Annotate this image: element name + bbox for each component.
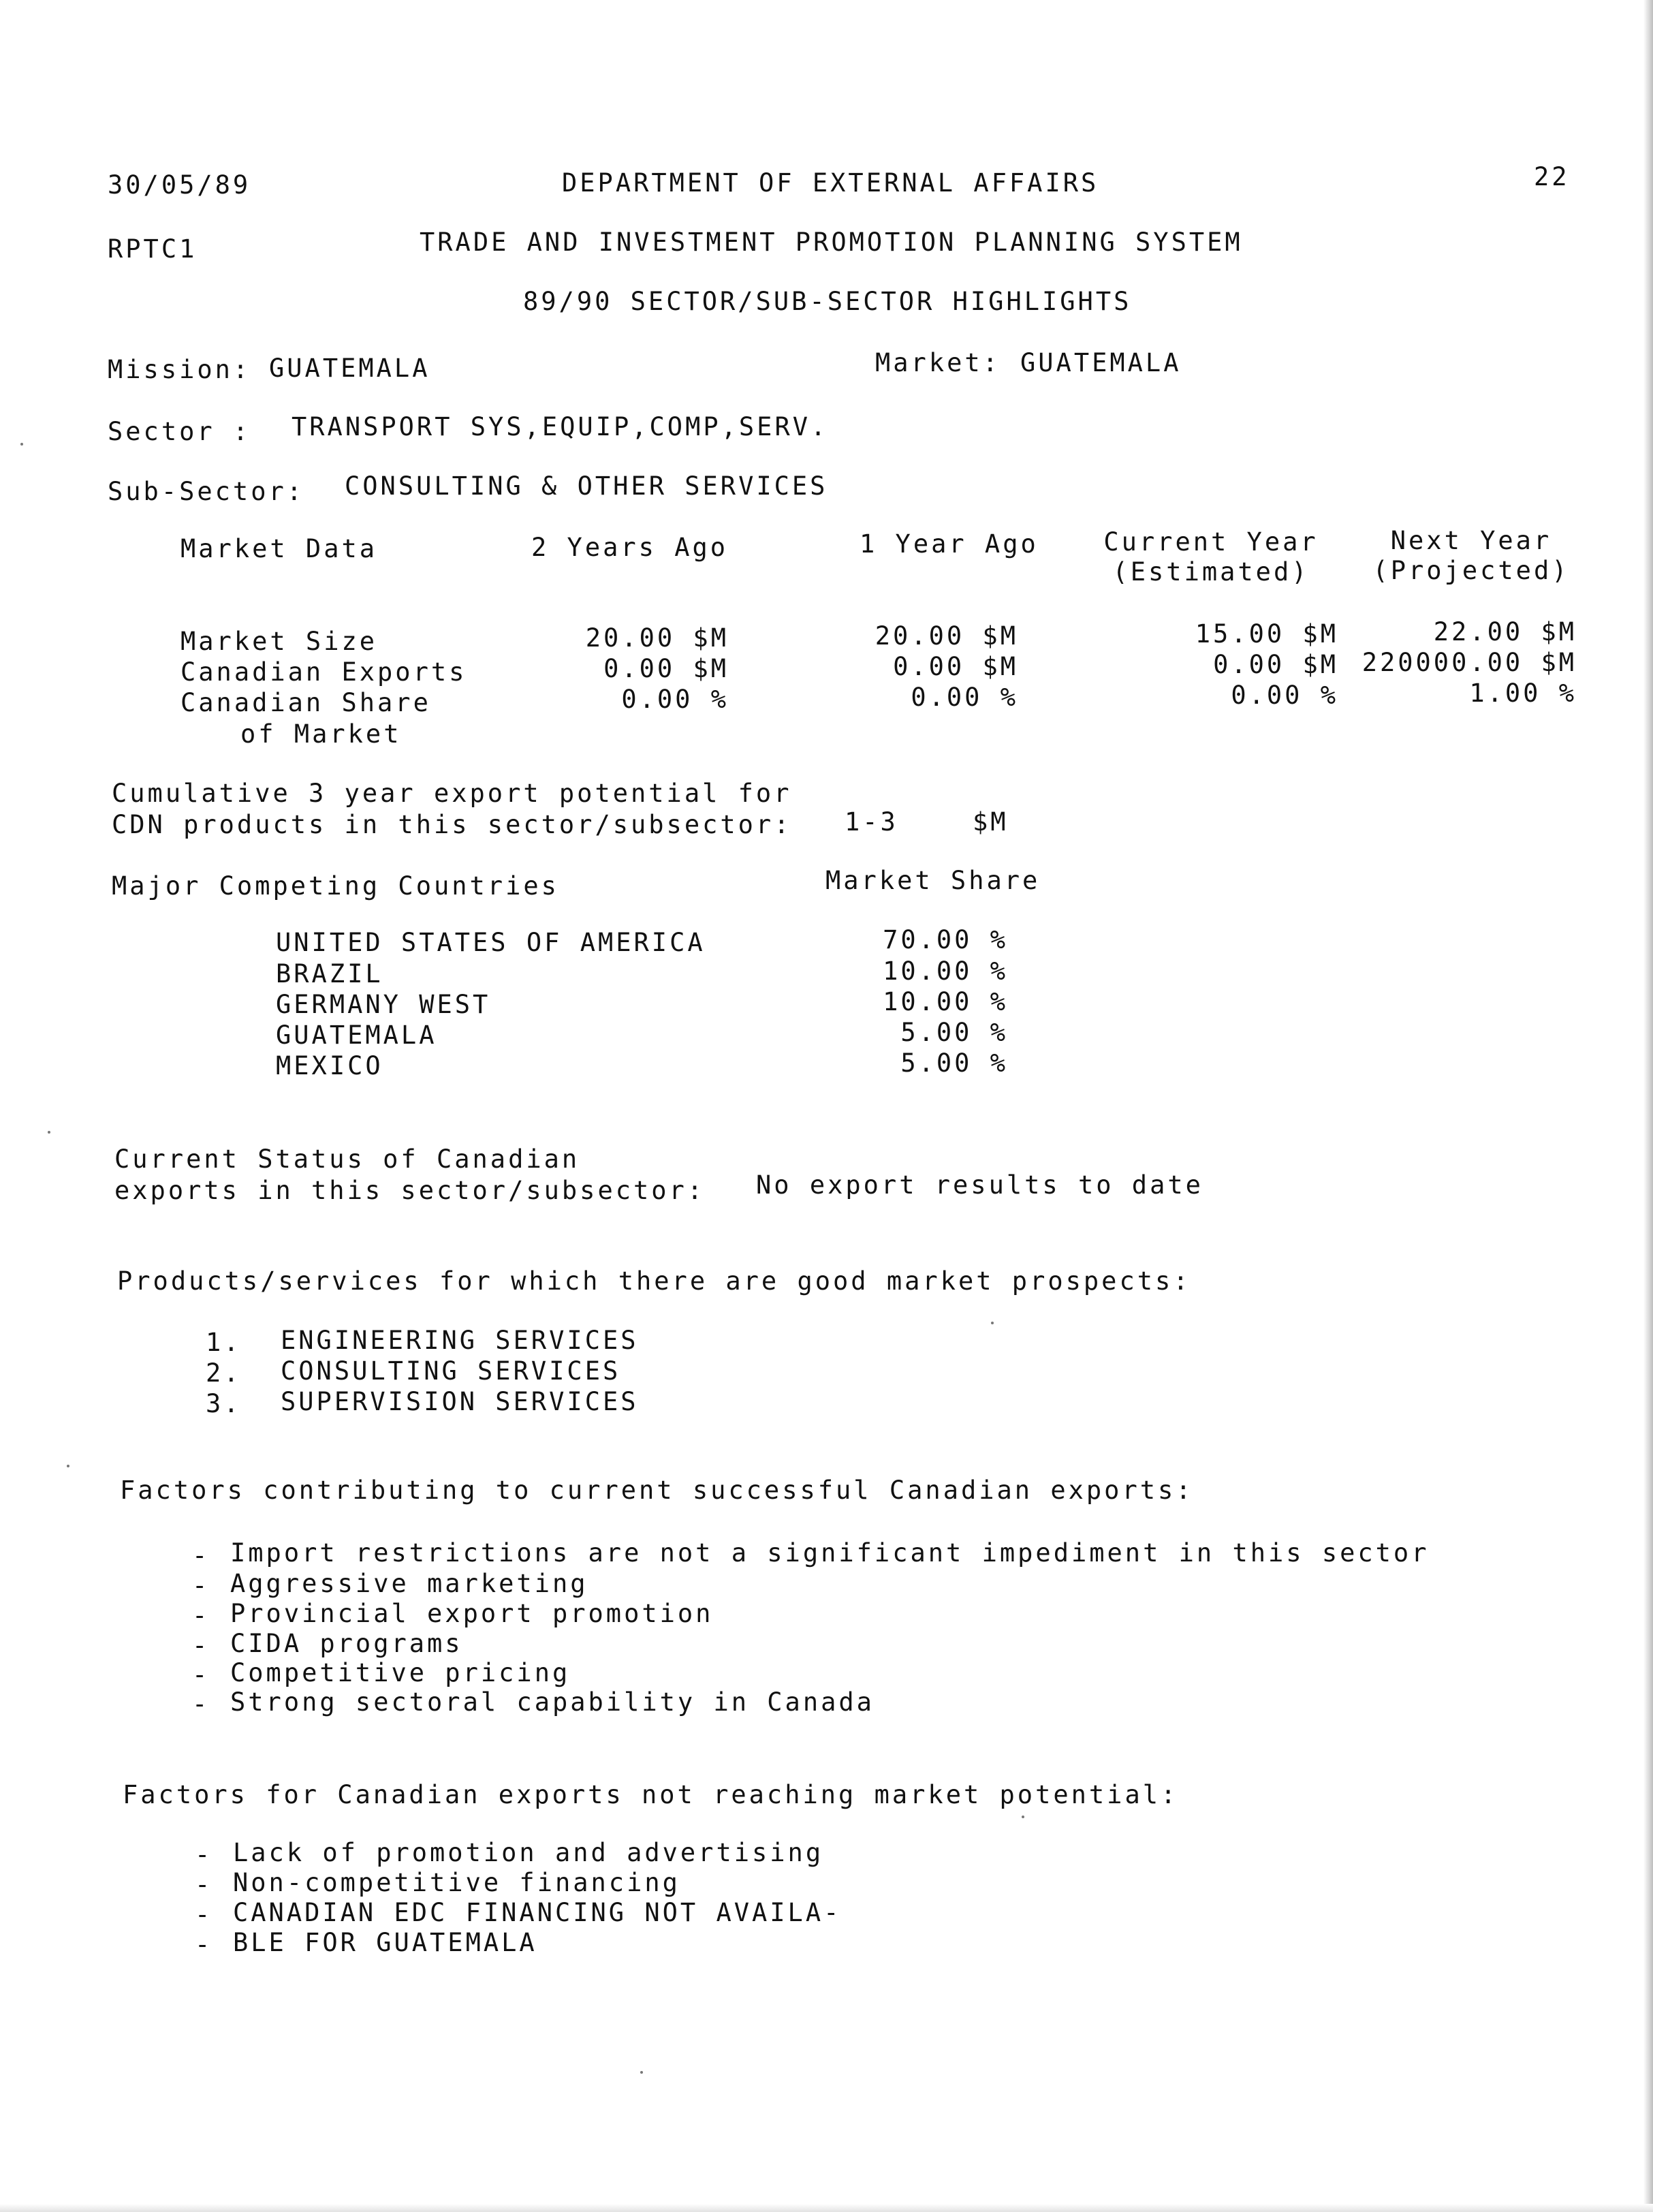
- dash-bullet: -: [195, 1870, 213, 1899]
- competitor-country: GUATEMALA: [276, 1021, 437, 1050]
- system-title: TRADE AND INVESTMENT PROMOTION PLANNING SYSTEM: [420, 228, 1243, 257]
- success-factors-heading: Factors contributing to current successful Canadian exports:: [120, 1476, 1194, 1505]
- scan-speck: [1022, 1816, 1024, 1818]
- competitor-country: MEXICO: [276, 1051, 383, 1080]
- cell-value: 0.00 $M: [1213, 650, 1338, 679]
- scan-speck: [67, 1465, 69, 1467]
- cell-value: 22.00 $M: [1433, 617, 1577, 647]
- mission-value: GUATEMALA: [269, 354, 430, 383]
- col-next-year-subheader: (Projected): [1372, 556, 1570, 585]
- prospect-text: ENGINEERING SERVICES: [281, 1326, 639, 1355]
- market-label: Market:: [875, 348, 1001, 377]
- department-title: DEPARTMENT OF EXTERNAL AFFAIRS: [562, 168, 1099, 198]
- factor-text: BLE FOR GUATEMALA: [233, 1928, 537, 1957]
- sector-value: TRANSPORT SYS,EQUIP,COMP,SERV.: [292, 412, 829, 441]
- col-2-years-ago-header: 2 Years Ago: [531, 533, 729, 562]
- list-number: 3.: [206, 1389, 242, 1418]
- status-line-2: exports in this sector/subsector:: [114, 1176, 706, 1205]
- competitor-share: 70.00 %: [883, 925, 1008, 954]
- status-value: No export results to date: [756, 1170, 1203, 1200]
- potential-line-2: CDN products in this sector/subsector:: [112, 810, 792, 839]
- cell-value: 0.00 %: [621, 685, 729, 714]
- competitor-share: 10.00 %: [883, 956, 1008, 986]
- scan-speck: [48, 1131, 50, 1134]
- factor-text: Import restrictions are not a significant impediment in this sector: [230, 1538, 1430, 1568]
- competitor-country: GERMANY WEST: [276, 990, 491, 1019]
- report-subtitle: 89/90 SECTOR/SUB-SECTOR HIGHLIGHTS: [523, 287, 1132, 316]
- factor-text: Competitive pricing: [230, 1658, 571, 1687]
- subsector-label: Sub-Sector:: [108, 477, 305, 506]
- row-label-continued: of Market: [240, 719, 402, 749]
- factor-text: Non-competitive financing: [233, 1868, 680, 1897]
- factor-text: Aggressive marketing: [230, 1569, 588, 1598]
- dash-bullet: -: [192, 1541, 210, 1570]
- row-label: Market Size: [180, 627, 378, 656]
- mission-label: Mission:: [108, 355, 251, 384]
- dash-bullet: -: [192, 1601, 210, 1630]
- row-label: Canadian Share: [180, 688, 431, 717]
- market-share-heading: Market Share: [825, 866, 1041, 895]
- cell-value: 0.00 %: [911, 683, 1018, 712]
- cell-value: 15.00 $M: [1195, 619, 1338, 649]
- competitor-country: BRAZIL: [276, 959, 383, 988]
- dash-bullet: -: [195, 1930, 213, 1959]
- scan-speck: [640, 2071, 643, 2074]
- limiting-factors-heading: Factors for Canadian exports not reaching market potential:: [123, 1780, 1179, 1809]
- competitor-share: 5.00 %: [900, 1018, 1008, 1047]
- factor-text: Lack of promotion and advertising: [233, 1838, 824, 1867]
- list-number: 1.: [206, 1328, 242, 1357]
- subsector-value: CONSULTING & OTHER SERVICES: [345, 471, 828, 501]
- cell-value: 220000.00 $M: [1361, 648, 1577, 677]
- cell-value: 0.00 $M: [893, 652, 1018, 681]
- dash-bullet: -: [192, 1689, 210, 1719]
- scan-speck: [20, 443, 23, 446]
- cell-value: 0.00 %: [1231, 681, 1338, 710]
- potential-line-1: Cumulative 3 year export potential for: [112, 779, 792, 808]
- cell-value: 20.00 $M: [585, 623, 729, 653]
- potential-value: 1-3: [845, 807, 898, 837]
- col-current-year-header: Current Year: [1103, 527, 1319, 557]
- report-date: 30/05/89: [108, 170, 251, 200]
- row-label: Canadian Exports: [180, 657, 467, 687]
- factor-text: Strong sectoral capability in Canada: [230, 1687, 875, 1717]
- market-data-header: Market Data: [180, 534, 378, 563]
- dash-bullet: -: [192, 1660, 210, 1689]
- factor-text: CIDA programs: [230, 1629, 463, 1658]
- competitor-share: 10.00 %: [883, 987, 1008, 1016]
- prospect-text: CONSULTING SERVICES: [281, 1356, 621, 1386]
- col-1-year-ago-header: 1 Year Ago: [860, 529, 1039, 559]
- cell-value: 1.00 %: [1469, 679, 1577, 708]
- sector-label: Sector :: [108, 417, 251, 446]
- dash-bullet: -: [195, 1840, 213, 1869]
- page-number: 22: [1534, 162, 1570, 191]
- competitor-share: 5.00 %: [900, 1048, 1008, 1078]
- cell-value: 20.00 $M: [875, 621, 1018, 651]
- scan-bottom-shadow: [0, 2204, 1653, 2212]
- report-code: RPTC1: [108, 234, 198, 264]
- market-value: GUATEMALA: [1020, 348, 1182, 377]
- competitor-country: UNITED STATES OF AMERICA: [276, 928, 706, 957]
- potential-unit: $M: [973, 807, 1009, 837]
- cell-value: 0.00 $M: [603, 654, 729, 683]
- scan-edge-shadow: [1643, 0, 1653, 2212]
- dash-bullet: -: [192, 1631, 210, 1660]
- scan-speck: [991, 1322, 994, 1324]
- dash-bullet: -: [192, 1571, 210, 1600]
- factor-text: Provincial export promotion: [230, 1599, 714, 1628]
- factor-text: CANADIAN EDC FINANCING NOT AVAILA-: [233, 1898, 842, 1927]
- col-current-year-subheader: (Estimated): [1112, 557, 1310, 587]
- status-line-1: Current Status of Canadian: [114, 1144, 580, 1174]
- dash-bullet: -: [195, 1900, 213, 1929]
- prospect-text: SUPERVISION SERVICES: [281, 1387, 639, 1416]
- col-next-year-header: Next Year: [1390, 526, 1552, 555]
- prospects-heading: Products/services for which there are good market prospects:: [117, 1266, 1191, 1296]
- competitors-heading: Major Competing Countries: [112, 871, 559, 901]
- list-number: 2.: [206, 1358, 242, 1388]
